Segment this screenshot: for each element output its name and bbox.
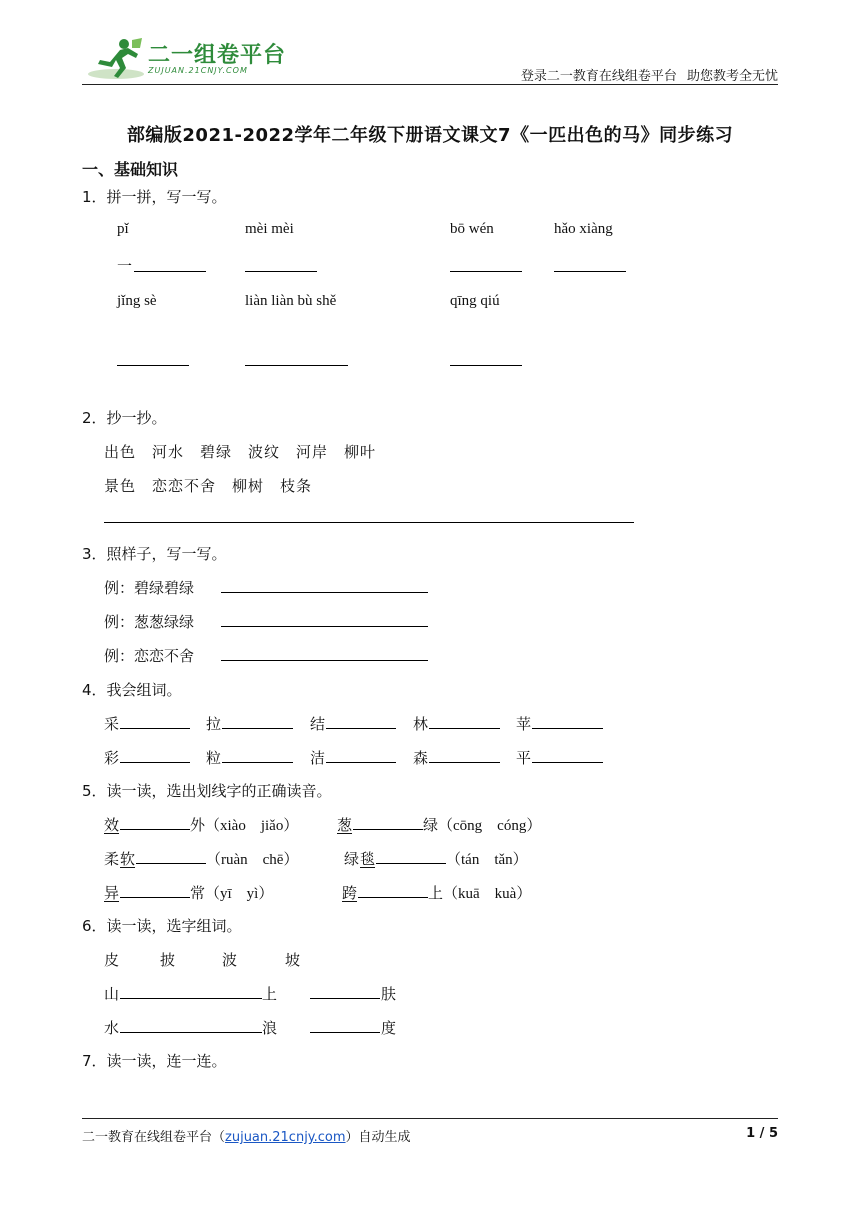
example-1: 例：碧绿碧绿	[104, 579, 195, 597]
copy-words-line-1: 出色 河水 碧绿 波纹 河岸 柳叶	[104, 443, 377, 461]
pinyin-5: jǐng sè	[117, 293, 157, 309]
question-4-label: 4．我会组词。	[82, 681, 182, 699]
word-pre: 山	[104, 985, 120, 1003]
plain-char: 柔	[104, 850, 120, 868]
section-heading: 一、基础知识	[82, 160, 179, 179]
answer-blank[interactable]	[450, 271, 522, 272]
question-3-label: 3．照样子，写一写。	[82, 545, 227, 563]
pinyin-3: bō wén	[450, 221, 494, 237]
page-number: 1 / 5	[746, 1126, 778, 1141]
example-answer-line[interactable]	[221, 660, 428, 661]
example-answer-line[interactable]	[221, 626, 428, 627]
question-6-label: 6．读一读，选字组词。	[82, 917, 242, 935]
answer-blank[interactable]	[245, 365, 348, 366]
word-blank[interactable]	[326, 728, 396, 729]
word-char: 粒	[206, 749, 222, 767]
footer-link[interactable]: zujuan.21cnjy.com	[225, 1130, 346, 1145]
copy-words-line-2: 景色 恋恋不舍 柳树 枝条	[104, 477, 313, 495]
reading-blank[interactable]	[136, 863, 206, 864]
word-char: 林	[413, 715, 429, 733]
question-7-label: 7．读一读，连一连。	[82, 1052, 227, 1070]
word-blank[interactable]	[326, 762, 396, 763]
word-blank[interactable]	[532, 762, 603, 763]
choice-char: 波	[222, 951, 238, 969]
runner-logo-icon	[86, 36, 146, 82]
word-post: 度	[381, 1019, 397, 1037]
word-blank[interactable]	[222, 728, 293, 729]
example-2: 例：葱葱绿绿	[104, 613, 195, 631]
reading-blank[interactable]	[120, 829, 190, 830]
word-char: 结	[310, 715, 326, 733]
plain-char: 绿	[344, 850, 360, 868]
word-char: 彩	[104, 749, 120, 767]
reading-blank[interactable]	[358, 897, 428, 898]
answer-blank[interactable]	[245, 271, 317, 272]
word-post: 浪	[262, 1019, 278, 1037]
word-post: 上	[262, 985, 278, 1003]
word-blank[interactable]	[120, 762, 190, 763]
pinyin-1: pǐ	[117, 221, 129, 237]
underlined-char: 毯	[360, 850, 376, 868]
reading-options: 上（kuā kuà）	[428, 886, 532, 902]
footer-suffix: ）自动生成	[345, 1130, 411, 1145]
choice-char: 皮	[104, 951, 120, 969]
choice-char: 披	[160, 951, 176, 969]
answer-blank[interactable]	[117, 365, 189, 366]
word-blank[interactable]	[310, 998, 380, 999]
answer-blank[interactable]	[134, 271, 206, 272]
reading-options: 绿（cōng cóng）	[423, 818, 542, 834]
question-2-label: 2．抄一抄。	[82, 409, 167, 427]
choice-char: 坡	[285, 951, 301, 969]
reading-blank[interactable]	[353, 829, 423, 830]
header-slogan: 登录二一教育在线组卷平台 助您教考全无忧	[520, 69, 778, 84]
answer-blank[interactable]	[554, 271, 626, 272]
footer-divider	[82, 1118, 778, 1119]
reading-blank[interactable]	[376, 863, 446, 864]
example-answer-line[interactable]	[221, 592, 428, 593]
word-blank[interactable]	[222, 762, 293, 763]
answer-blank[interactable]	[450, 365, 522, 366]
example-3: 例：恋恋不舍	[104, 647, 195, 665]
logo-name: 二一组卷平台	[148, 43, 287, 68]
footer-prefix: 二一教育在线组卷平台（	[82, 1130, 226, 1145]
word-char: 洁	[310, 749, 326, 767]
underlined-char: 异	[104, 884, 120, 902]
word-char: 采	[104, 715, 120, 733]
logo-url: ZUJUAN.21CNJY.COM	[148, 66, 248, 75]
word-blank[interactable]	[120, 998, 262, 999]
word-blank[interactable]	[120, 728, 190, 729]
answer-prefix: 一	[117, 257, 133, 275]
word-char: 拉	[206, 715, 222, 733]
header-divider	[82, 84, 778, 85]
question-5-label: 5．读一读，选出划线字的正确读音。	[82, 782, 332, 800]
word-blank[interactable]	[120, 1032, 262, 1033]
pinyin-7: qīng qiú	[450, 293, 500, 309]
question-1-label: 1．拼一拼，写一写。	[82, 188, 227, 206]
word-pre: 水	[104, 1019, 120, 1037]
copy-answer-line[interactable]	[104, 522, 634, 523]
reading-options: 外（xiào jiǎo）	[190, 818, 299, 834]
pinyin-2: mèi mèi	[245, 221, 294, 237]
reading-blank[interactable]	[120, 897, 190, 898]
pinyin-6: liàn liàn bù shě	[245, 293, 337, 309]
page-title: 部编版2021-2022学年二年级下册语文课文7《一匹出色的马》同步练习	[126, 125, 734, 146]
word-blank[interactable]	[429, 728, 500, 729]
underlined-char: 跨	[342, 884, 358, 902]
word-post: 肤	[381, 985, 397, 1003]
word-blank[interactable]	[310, 1032, 380, 1033]
pinyin-4: hǎo xiàng	[554, 221, 613, 237]
reading-options: （tán tǎn）	[446, 852, 528, 868]
word-char: 森	[413, 749, 429, 767]
word-char: 平	[516, 749, 532, 767]
reading-options: 常（yī yì）	[190, 886, 274, 902]
underlined-char: 葱	[337, 816, 353, 834]
reading-options: （ruàn chē）	[206, 852, 299, 868]
logo	[86, 36, 286, 82]
word-char: 苹	[516, 715, 532, 733]
underlined-char: 软	[120, 850, 136, 868]
footer-left	[82, 1126, 411, 1145]
underlined-char: 效	[104, 816, 120, 834]
word-blank[interactable]	[429, 762, 500, 763]
word-blank[interactable]	[532, 728, 603, 729]
